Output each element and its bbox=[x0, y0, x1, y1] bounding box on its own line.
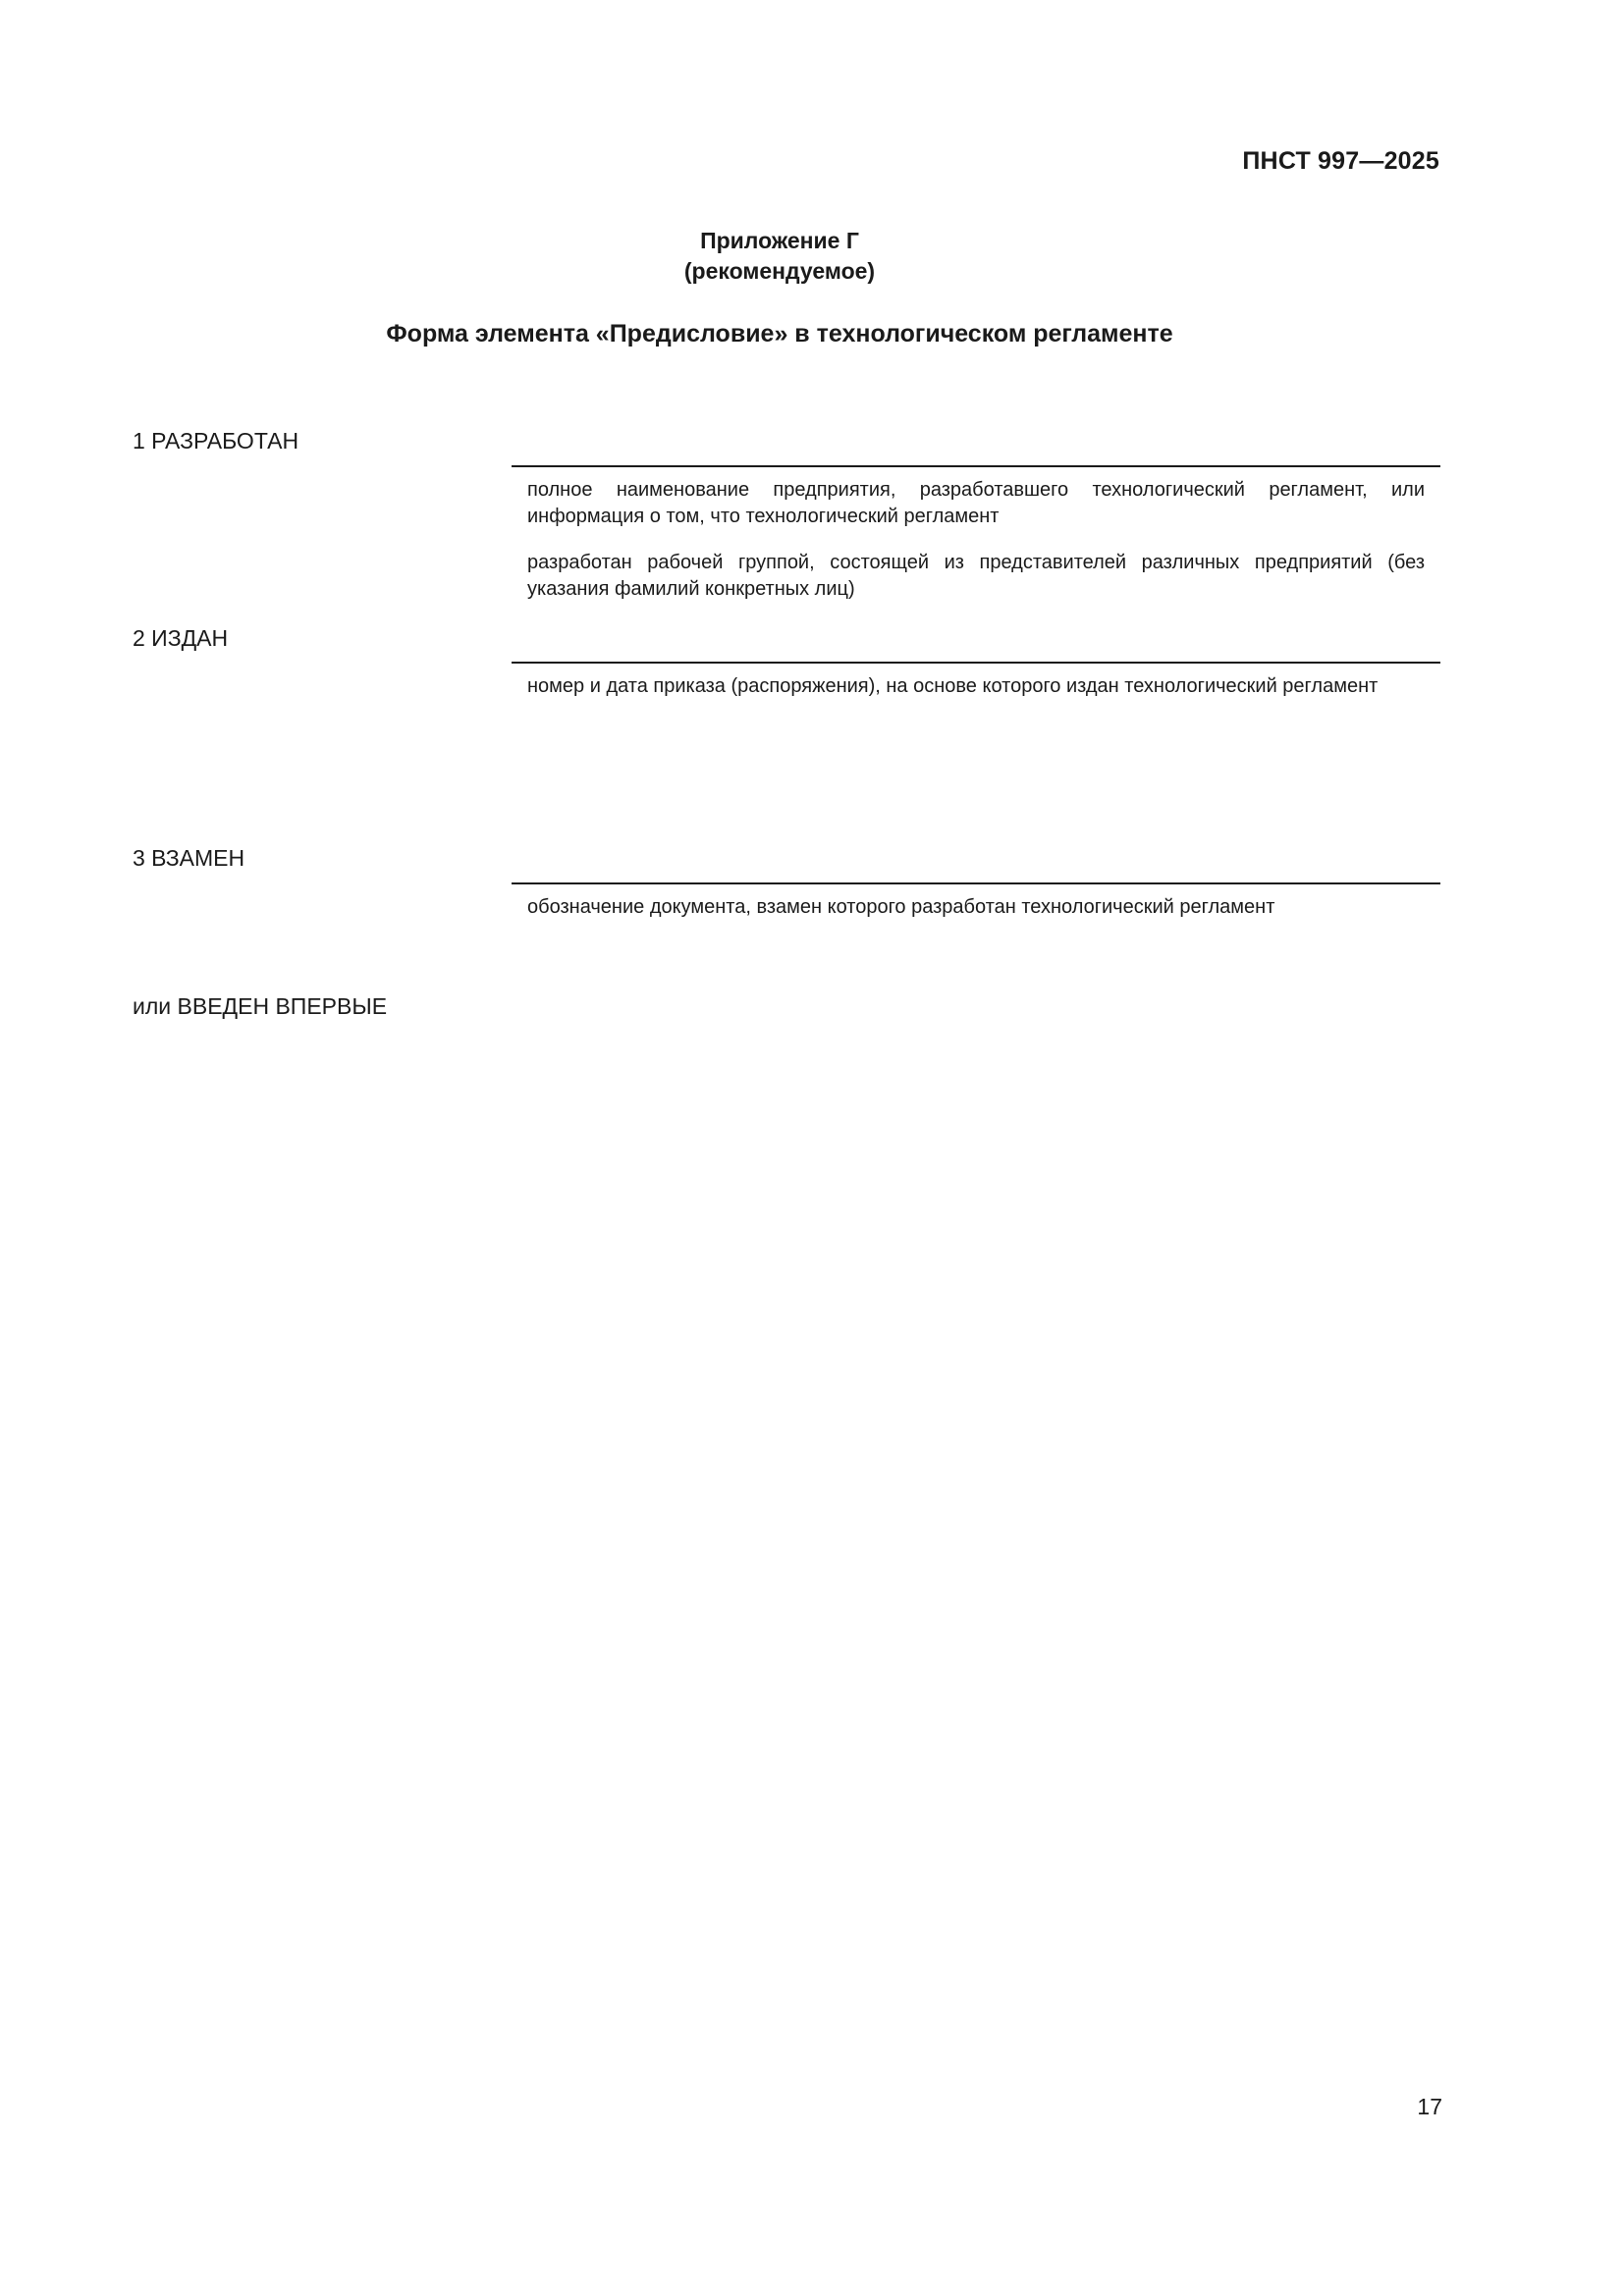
section-heading: Форма элемента «Предисловие» в технологическом регламенте bbox=[386, 320, 1173, 347]
page-number: 17 bbox=[1417, 2094, 1442, 2119]
item-developed-hint-continued: разработан рабочей группой, состоящей из представителей различных предприятий (без указания фамилий конкретных лиц) bbox=[527, 552, 1425, 600]
item-replaces-fill-line bbox=[512, 882, 1440, 884]
item-issued-label: 2 ИЗДАН bbox=[133, 625, 229, 651]
item-developed-fill-line bbox=[512, 465, 1440, 467]
item-replaces-hint: обозначение документа, взамен которого разработан технологический регламент bbox=[527, 896, 1275, 918]
item-issued-fill-line bbox=[512, 662, 1440, 664]
item-replaces-label: 3 ВЗАМЕН bbox=[133, 845, 245, 871]
appendix-title: Приложение Г bbox=[700, 228, 859, 253]
alternative-first-introduced-label: или ВВЕДЕН ВПЕРВЫЕ bbox=[133, 993, 388, 1019]
item-developed-label: 1 РАЗРАБОТАН bbox=[133, 428, 299, 454]
appendix-status: (рекомендуемое) bbox=[683, 258, 876, 284]
item-issued-hint: номер и дата приказа (распоряжения), на основе которого издан технологический регламент bbox=[527, 675, 1379, 697]
document-code: ПНСТ 997—2025 bbox=[1242, 147, 1439, 175]
item-developed-hint: полное наименование предприятия, разработавшего технологический регламент, или информация о том, что технологический регламент bbox=[527, 479, 1425, 527]
